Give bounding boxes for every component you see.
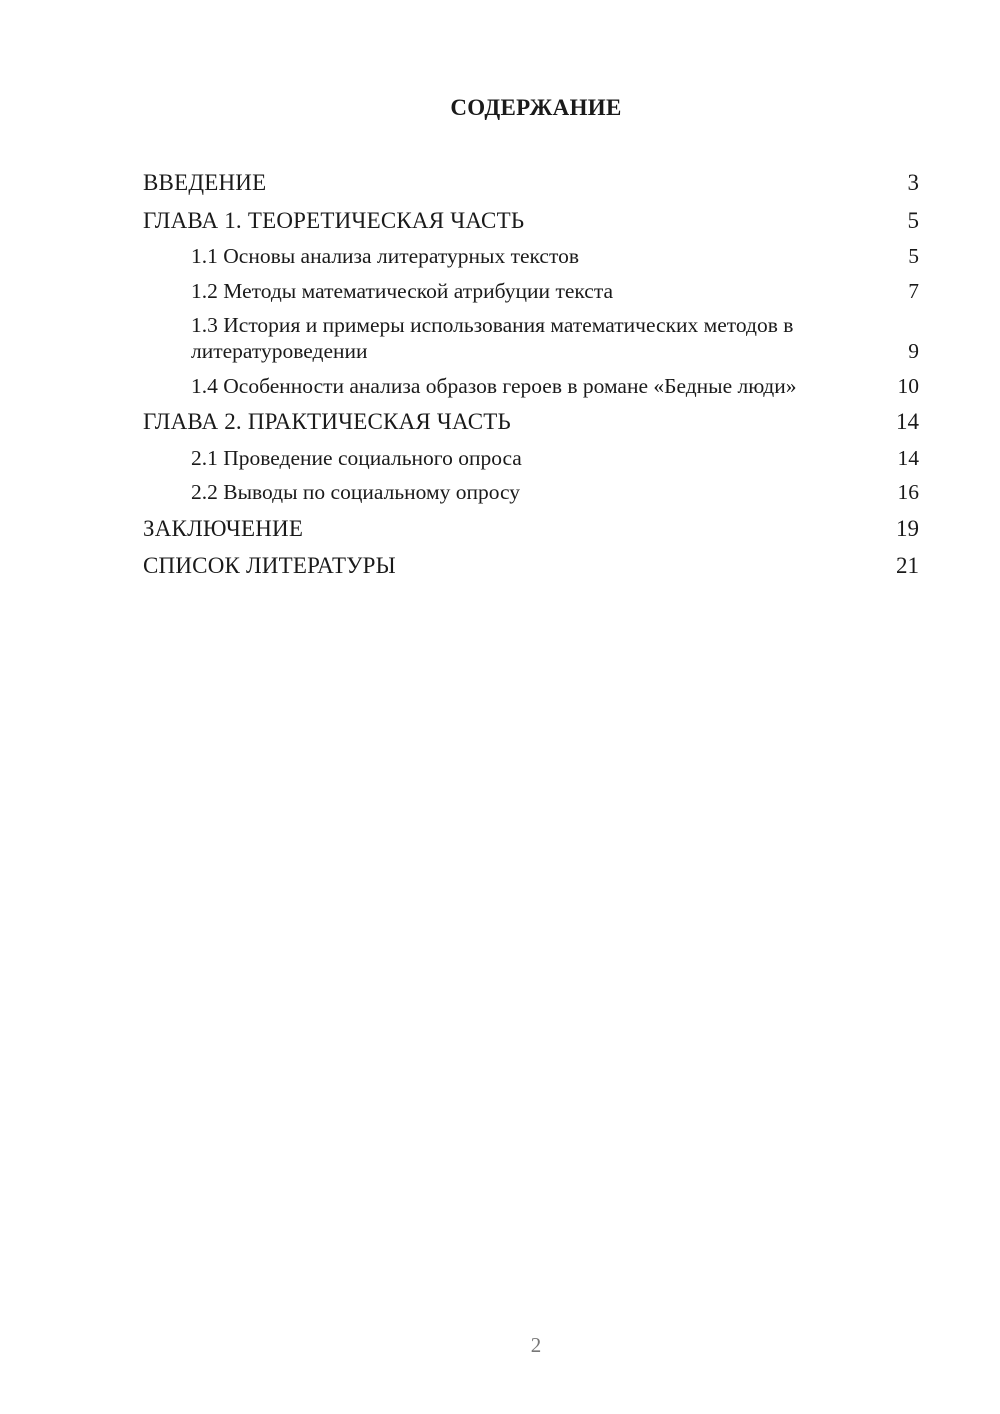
toc-entry-section-2-2[interactable]	[143, 479, 919, 505]
toc-entry-conclusion[interactable]	[143, 514, 919, 543]
toc-entry-text: ЗАКЛЮЧЕНИЕ	[143, 515, 304, 541]
toc-entry-page: 10	[897, 373, 919, 398]
toc-entry-page: 14	[897, 445, 919, 470]
toc-entry-text: 1.2 Методы математической атрибуции текста	[191, 278, 614, 303]
toc-entry-introduction[interactable]	[143, 168, 919, 197]
page-number: 2	[530, 1333, 542, 1357]
toc-entry-text: 1.3 История и примеры использования математических методов в литературоведении	[191, 313, 794, 363]
toc-entry-section-1-4[interactable]	[143, 373, 919, 399]
toc-entry-text: ГЛАВА 2. ПРАКТИЧЕСКАЯ ЧАСТЬ	[143, 409, 511, 434]
toc-entry-text: 1.4 Особенности анализа образов героев в романе «Бедные люди»	[191, 373, 797, 398]
toc-heading: СОДЕРЖАНИЕ	[450, 95, 622, 120]
toc-entry-page: 7	[908, 278, 919, 303]
toc-list	[143, 168, 919, 589]
toc-entry-page: 16	[897, 480, 919, 504]
toc-entry-page: 19	[896, 515, 919, 541]
toc-entry-text: ГЛАВА 1. ТЕОРЕТИЧЕСКАЯ ЧАСТЬ	[143, 207, 525, 233]
toc-entry-page: 21	[896, 553, 919, 578]
toc-entry-chapter-1[interactable]	[143, 206, 919, 235]
toc-entry-text: СПИСОК ЛИТЕРАТУРЫ	[143, 553, 396, 578]
toc-entry-section-1-1[interactable]	[143, 243, 919, 269]
toc-entry-text: ВВЕДЕНИЕ	[143, 170, 267, 195]
toc-entry-text: 1.1 Основы анализа литературных текстов	[191, 244, 579, 268]
toc-entry-chapter-2[interactable]	[143, 407, 919, 436]
toc-entry-section-1-3[interactable]	[143, 312, 919, 364]
toc-entry-text: 2.2 Выводы по социальному опросу	[191, 480, 521, 504]
toc-entry-page: 5	[908, 244, 919, 268]
toc-entry-section-2-1[interactable]	[143, 445, 919, 471]
toc-entry-page: 9	[908, 339, 919, 363]
toc-entry-bibliography[interactable]	[143, 551, 919, 580]
toc-entry-page: 5	[907, 207, 919, 233]
toc-entry-section-1-2[interactable]	[143, 278, 919, 304]
toc-entry-page: 14	[896, 409, 919, 434]
toc-entry-text: 2.1 Проведение социального опроса	[191, 445, 522, 470]
toc-entry-page: 3	[907, 170, 919, 195]
